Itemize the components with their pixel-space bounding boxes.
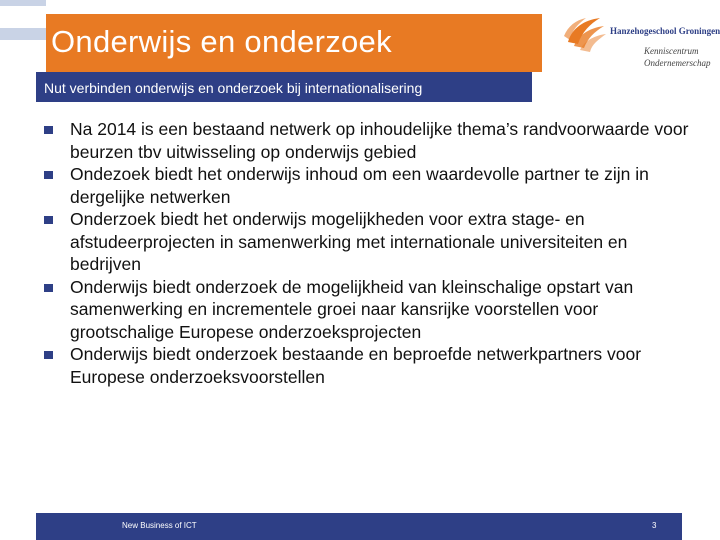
bullet-text: Onderwijs biedt onderzoek de mogelijkheid van kleinschalige opstart van samenwerking en incrementele groei naar kansrijke voorstellen voor grootschalige Europese onderzoeksprojecten bbox=[70, 276, 634, 342]
bullet-item bbox=[44, 343, 694, 388]
hanze-logo-icon bbox=[560, 14, 610, 54]
bullet-marker-icon bbox=[44, 284, 53, 292]
decorative-bar-left bbox=[0, 28, 46, 40]
bullet-text: Na 2014 is een bestaand netwerk op inhoudelijke thema’s randvoorwaarde voor beurzen tbv uitwisseling op onderwijs gebied bbox=[70, 119, 689, 162]
decorative-bar-top bbox=[0, 0, 46, 6]
slide-subtitle: Nut verbinden onderwijs en onderzoek bij internationalisering bbox=[44, 80, 423, 96]
bullet-marker-icon bbox=[44, 126, 53, 134]
page-number: 3 bbox=[652, 521, 657, 530]
logo-name: Hanzehogeschool Groningen bbox=[610, 26, 720, 36]
bullet-item bbox=[44, 276, 694, 344]
bullet-marker-icon bbox=[44, 216, 53, 224]
bullet-item bbox=[44, 118, 694, 163]
bullet-text: Ondezoek biedt het onderwijs inhoud om een waardevolle partner te zijn in dergelijke netwerken bbox=[70, 164, 649, 207]
logo-department-line2: Ondernemerschap bbox=[644, 58, 711, 68]
institution-logo bbox=[560, 14, 720, 74]
bullet-marker-icon bbox=[44, 351, 53, 359]
footer-label: New Business of ICT bbox=[122, 521, 197, 530]
bullet-item bbox=[44, 208, 694, 276]
slide-title: Onderwijs en onderzoek bbox=[51, 24, 392, 59]
logo-department-line1: Kenniscentrum bbox=[644, 46, 699, 56]
bullet-item bbox=[44, 163, 694, 208]
bullet-marker-icon bbox=[44, 171, 53, 179]
bullet-text: Onderzoek biedt het onderwijs mogelijkheden voor extra stage- en afstudeerprojecten in samenwerking met internationale universiteiten en bedrijven bbox=[70, 209, 628, 274]
bullet-text: Onderwijs biedt onderzoek bestaande en beproefde netwerkpartners voor Europese onderzoeksvoorstellen bbox=[70, 344, 642, 387]
bullet-list bbox=[44, 118, 694, 388]
